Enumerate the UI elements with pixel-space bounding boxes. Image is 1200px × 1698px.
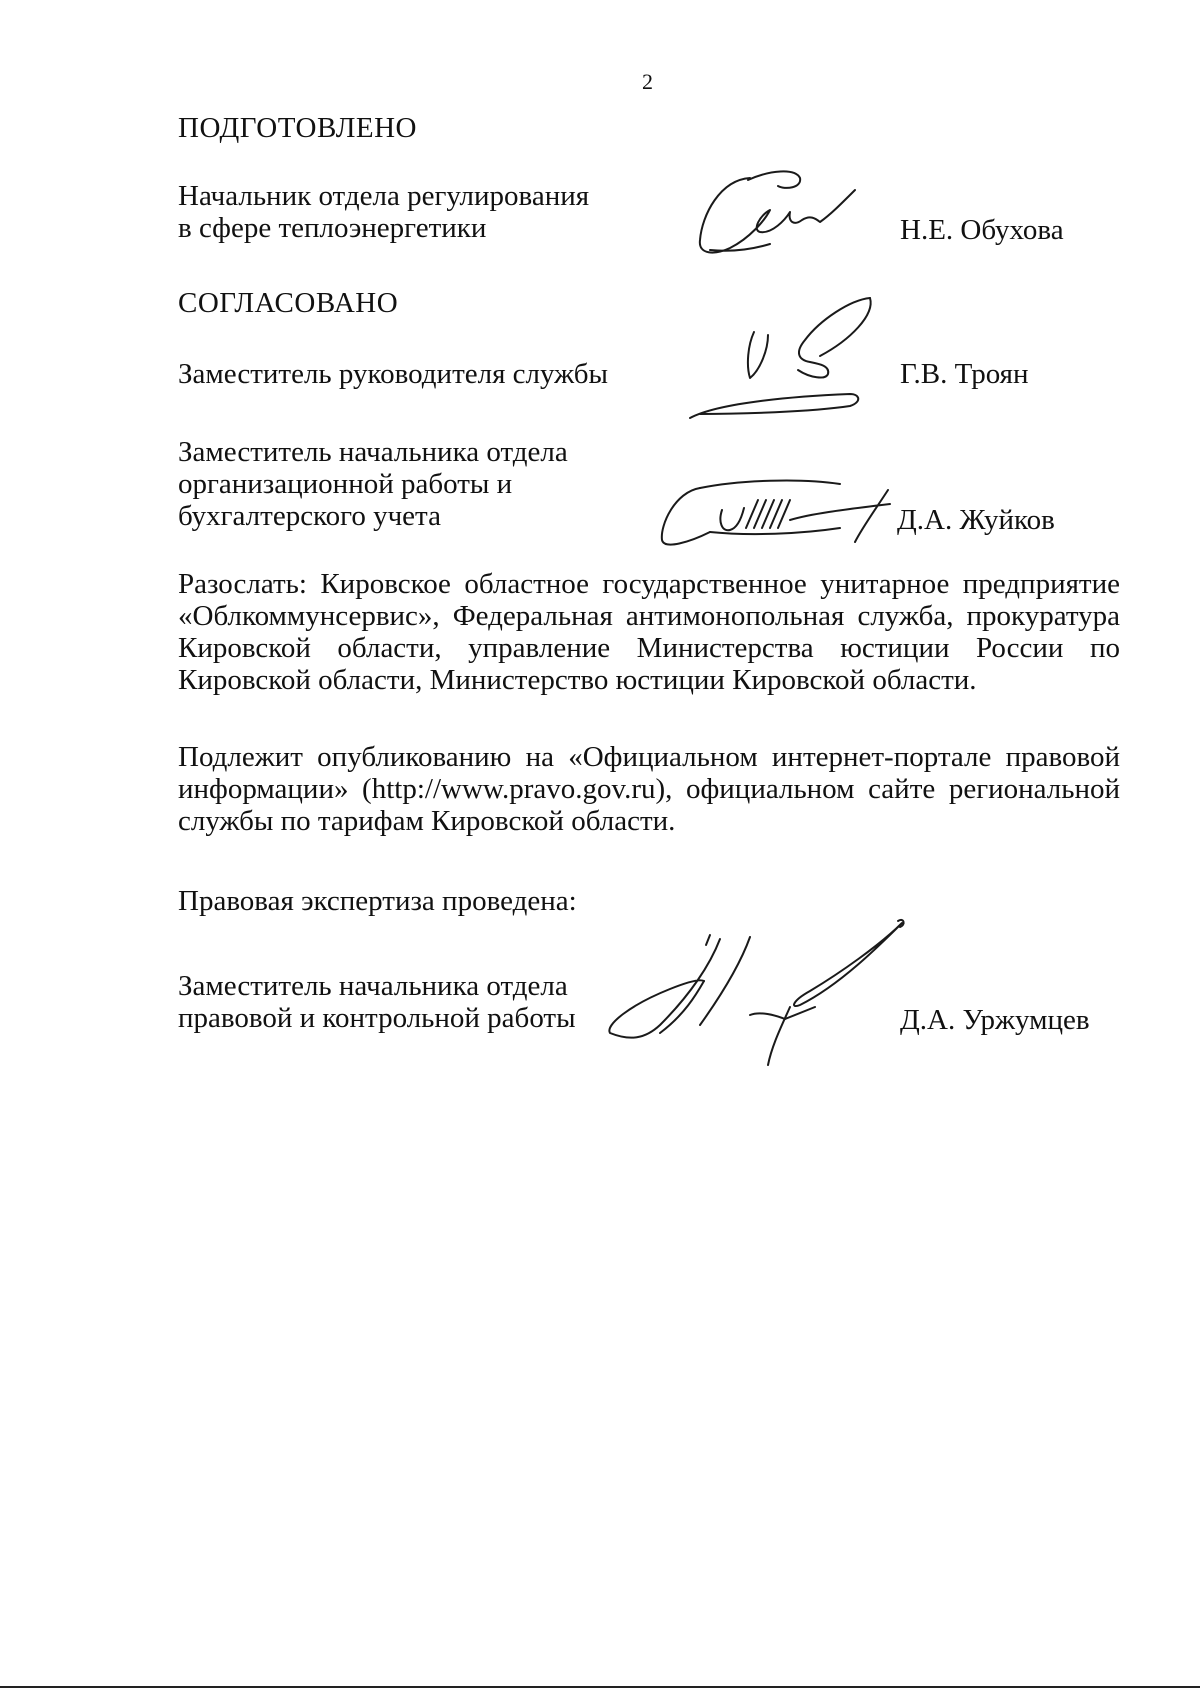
signature-zhuykov — [650, 470, 910, 560]
prepared-role — [178, 180, 589, 244]
publication-paragraph — [178, 741, 1120, 837]
distribution-paragraph — [178, 568, 1120, 696]
agreed-signer-1-name: Г.В. Троян — [900, 358, 1029, 390]
signature-troyan — [680, 290, 890, 440]
legal-review-heading: Правовая экспертиза проведена: — [178, 885, 577, 917]
prepared-heading: ПОДГОТОВЛЕНО — [178, 112, 417, 144]
agreed-signer-1-role — [178, 358, 608, 390]
text-line: Кировской области, Министерство юстиции Кировской области. — [178, 664, 977, 696]
agreed-signer-2-role — [178, 436, 568, 532]
legal-review-signer-name: Д.А. Уржумцев — [900, 1004, 1090, 1036]
text-line: «Облкоммунсервис», Федеральная антимонопольная служба, прокуратура — [178, 600, 1120, 632]
agreed-heading: СОГЛАСОВАНО — [178, 287, 399, 319]
role-line: Заместитель начальника отдела — [178, 436, 568, 468]
role-line: Заместитель начальника отдела — [178, 970, 568, 1002]
role-line: правовой и контрольной работы — [178, 1002, 576, 1034]
signature-urzhumtsev — [600, 915, 920, 1065]
role-line: Начальник отдела регулирования — [178, 180, 590, 212]
agreed-signer-2-name: Д.А. Жуйков — [897, 504, 1055, 536]
text-line: Разослать: Кировское областное государственное унитарное предприятие — [178, 568, 1120, 600]
role-line: организационной работы и — [178, 468, 513, 500]
text-line: информации» (http://www.pravo.gov.ru), официальном сайте региональной — [178, 773, 1120, 805]
text-line: Кировской области, управление Министерства юстиции России по — [178, 632, 1120, 664]
role-line: Заместитель руководителя службы — [178, 358, 609, 390]
legal-review-role — [178, 970, 576, 1034]
page-number: 2 — [642, 69, 653, 94]
signature-obukhova — [690, 160, 870, 270]
text-line: службы по тарифам Кировской области. — [178, 805, 676, 837]
role-line: бухгалтерского учета — [178, 500, 441, 532]
text-line: Подлежит опубликованию на «Официальном интернет-портале правовой — [178, 741, 1120, 773]
bottom-rule — [0, 1686, 1200, 1688]
prepared-signer-name: Н.Е. Обухова — [900, 214, 1064, 246]
role-line: в сфере теплоэнергетики — [178, 212, 487, 244]
